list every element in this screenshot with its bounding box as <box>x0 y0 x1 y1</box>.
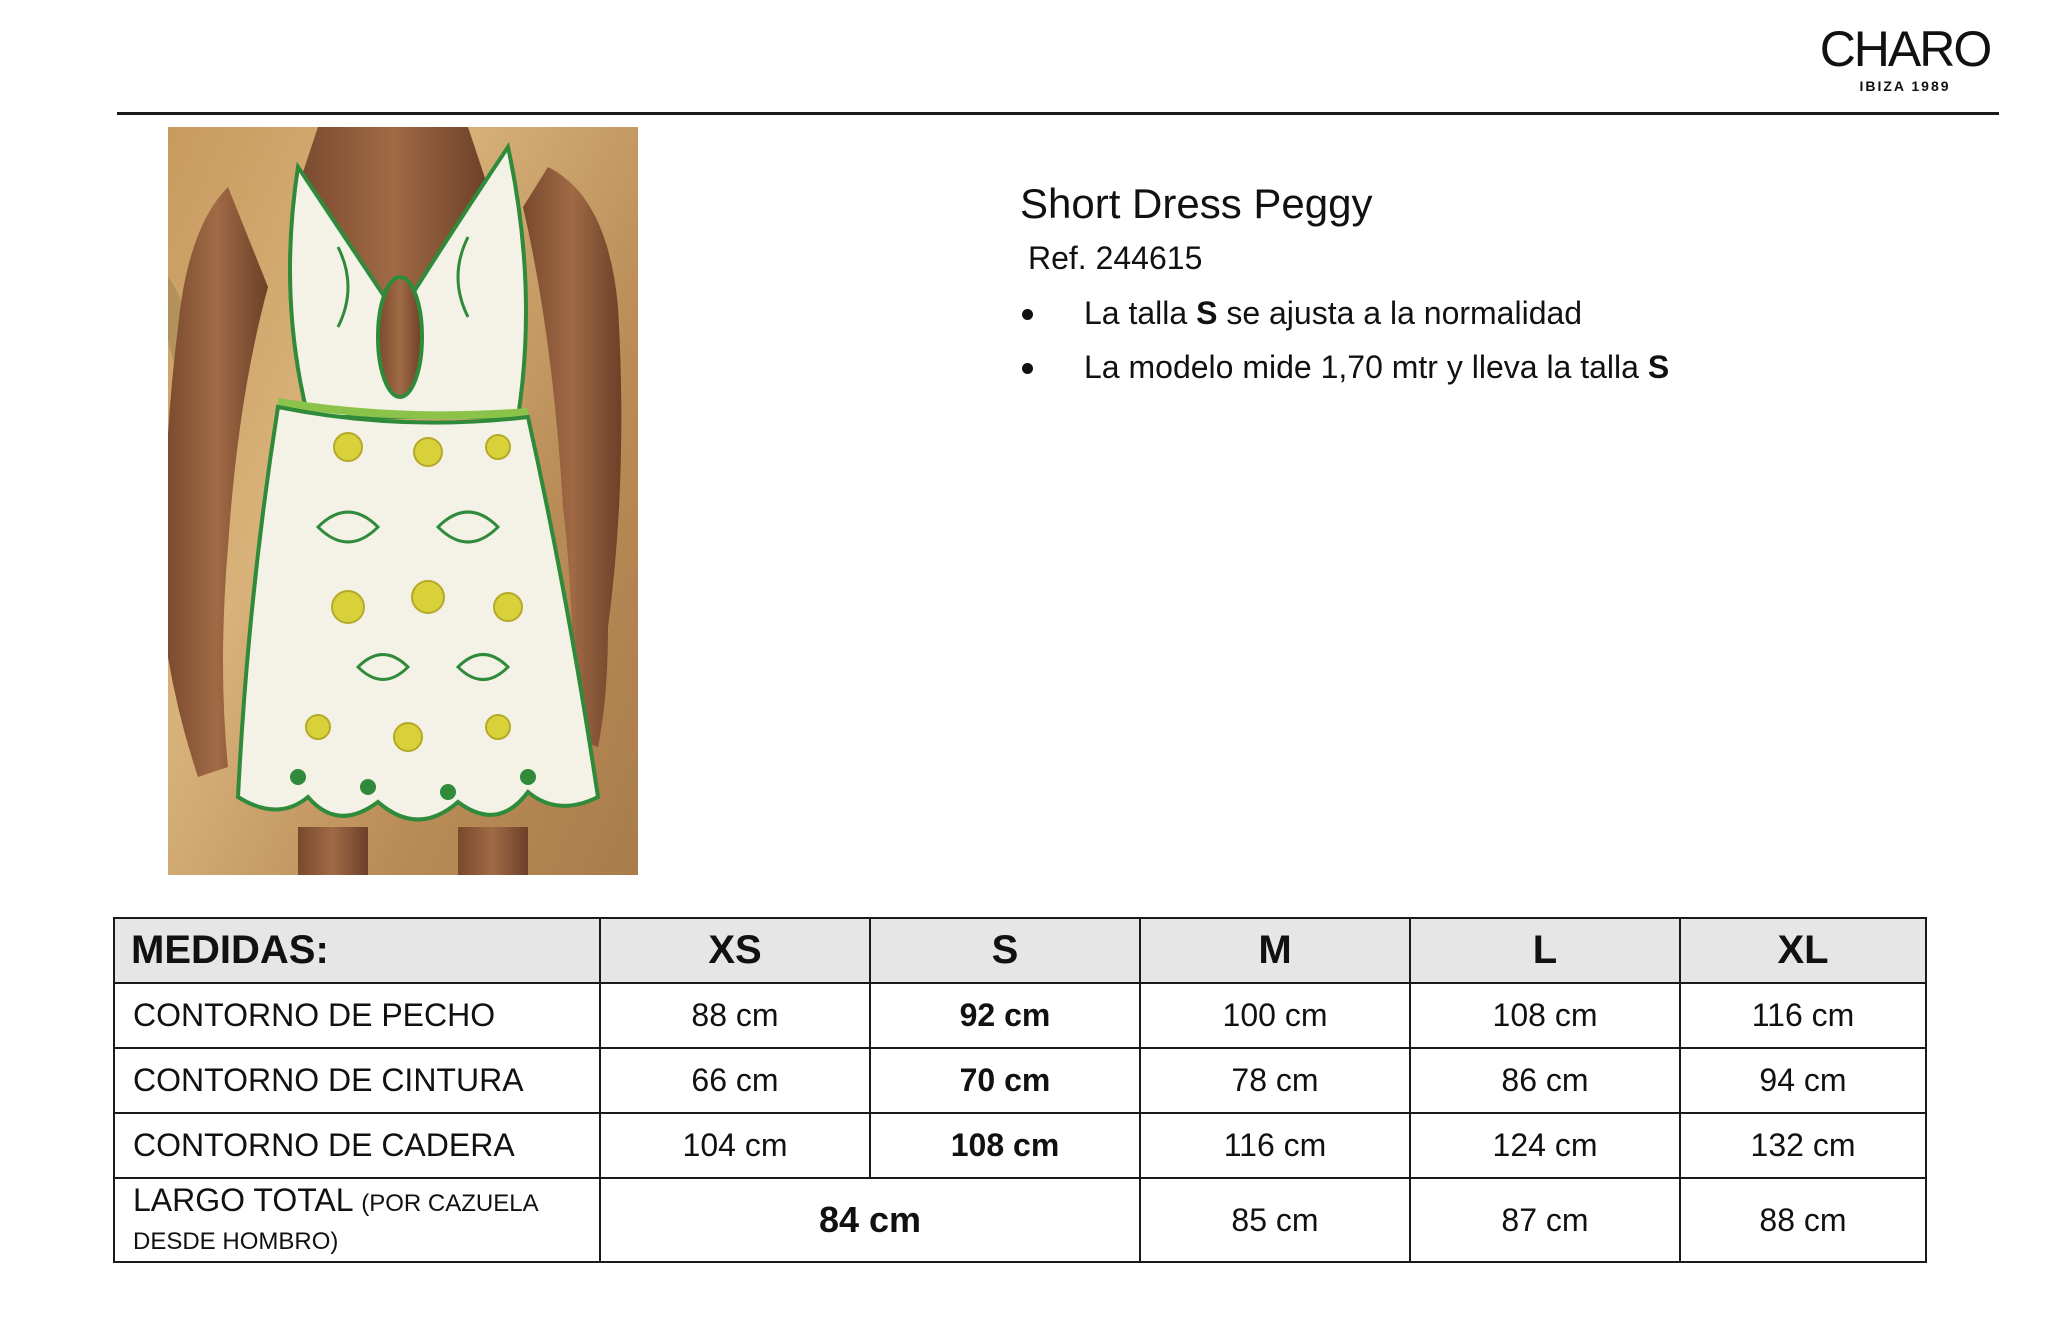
measurement-value: 94 cm <box>1680 1048 1926 1113</box>
size-header: XS <box>600 918 870 983</box>
fit-note-item <box>1020 286 1920 340</box>
measurement-value: 86 cm <box>1410 1048 1680 1113</box>
fit-note-text: La talla <box>1084 295 1197 331</box>
brand-tagline: IBIZA 1989 <box>1859 78 1951 94</box>
measurement-value: 88 cm <box>600 983 870 1048</box>
size-header: XL <box>1680 918 1926 983</box>
measurements-header: MEDIDAS: <box>114 918 600 983</box>
size-header: M <box>1140 918 1410 983</box>
measurement-label: CONTORNO DE CINTURA <box>114 1048 600 1113</box>
measurement-value: 108 cm <box>1410 983 1680 1048</box>
table-row <box>114 1113 1926 1178</box>
fit-note-size: S <box>1647 349 1670 385</box>
measurement-value-xs-s: 84 cm <box>600 1178 1140 1262</box>
fit-note-size: S <box>1196 295 1218 331</box>
dress-illustration <box>168 127 638 875</box>
brand-name: CHARO <box>1819 21 1991 77</box>
measurement-value: 70 cm <box>870 1048 1140 1113</box>
dress-photo <box>168 127 638 875</box>
size-header: L <box>1410 918 1680 983</box>
size-chart-header <box>114 918 1926 983</box>
measurement-value: 85 cm <box>1140 1178 1410 1262</box>
length-label: LARGO TOTAL <box>133 1182 353 1218</box>
brand-logo <box>1812 22 1998 94</box>
fit-note-item <box>1020 340 1920 394</box>
measurement-value: 66 cm <box>600 1048 870 1113</box>
measurement-label: CONTORNO DE CADERA <box>114 1113 600 1178</box>
size-chart <box>113 917 1927 1263</box>
fit-note-text: se ajusta a la normalidad <box>1217 295 1583 331</box>
product-info <box>1020 178 1920 394</box>
measurement-value: 124 cm <box>1410 1113 1680 1178</box>
measurement-value: 116 cm <box>1140 1113 1410 1178</box>
measurement-value: 116 cm <box>1680 983 1926 1048</box>
measurement-label: CONTORNO DE PECHO <box>114 983 600 1048</box>
header-divider <box>117 112 1999 115</box>
measurement-value: 100 cm <box>1140 983 1410 1048</box>
length-note: (POR CAZUELA DESDE HOMBRO) <box>133 1190 538 1255</box>
product-ref: Ref. 244615 <box>1028 240 1203 276</box>
measurement-label <box>114 1178 600 1262</box>
size-header: S <box>870 918 1140 983</box>
measurement-value: 78 cm <box>1140 1048 1410 1113</box>
measurement-value: 92 cm <box>870 983 1140 1048</box>
measurement-value: 88 cm <box>1680 1178 1926 1262</box>
measurement-value: 108 cm <box>870 1113 1140 1178</box>
measurement-value: 132 cm <box>1680 1113 1926 1178</box>
measurement-value: 104 cm <box>600 1113 870 1178</box>
fit-note-text: La modelo mide 1,70 mtr y lleva la talla <box>1084 349 1648 385</box>
measurement-value: 87 cm <box>1410 1178 1680 1262</box>
table-row <box>114 1178 1926 1262</box>
table-row <box>114 1048 1926 1113</box>
fit-notes <box>1020 286 1920 394</box>
product-title: Short Dress Peggy <box>1020 180 1373 227</box>
table-row <box>114 983 1926 1048</box>
